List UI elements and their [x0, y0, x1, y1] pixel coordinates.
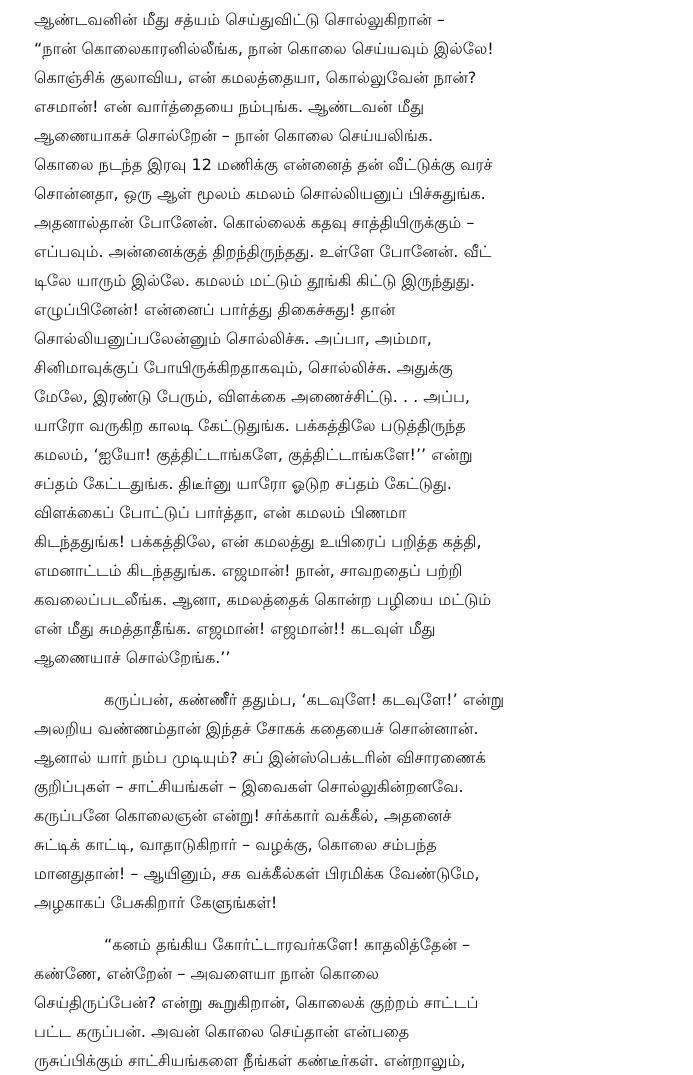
text-line: கிடந்ததுங்க! பக்கத்திலே, என் கமலத்து உயிரைப் பறித்த கத்தி, — [34, 532, 482, 551]
text-line: என் மீது சுமத்தாதீங்க. எஜமான்! எஜமான்!! கடவுள் மீது — [34, 619, 436, 638]
text-line: சொன்னதா, ஒரு ஆள் மூலம் கமலம் சொல்லியனுப் பிச்சுதுங்க. — [34, 184, 486, 203]
text-line: கொலை நடந்த இரவு 12 மணிக்கு என்னைத் தன் வீட்டுக்கு வரச் — [34, 155, 493, 174]
text-line: அதனால்தான் போனேன். கொல்லைக் கதவு சாத்தியிருக்கும் – — [34, 213, 475, 232]
text-line: எப்பவும். அன்னைக்குத் திறந்திருந்தது. உள்ளே போனேன். வீட் — [34, 242, 492, 261]
text-line: கண்ணே, என்றேன் – அவளையா நான் கொலை — [34, 964, 379, 983]
text-line: சொல்லியனுப்பலேன்னும் சொல்லிச்சு. அப்பா, அம்மா, — [34, 329, 432, 348]
text-line: கமலம், ‘ஐயோ! குத்திட்டாங்களே, குத்திட்டாங்களே!’’ என்று — [34, 445, 473, 464]
text-line: சினிமாவுக்குப் போயிருக்கிறதாகவும், சொல்லிச்சு. அதுக்கு — [34, 358, 453, 377]
text-line: “நான் கொலைகாரனில்லீங்க, நான் கொலை செய்யவும் இல்லே! — [34, 39, 494, 58]
text-line: ஆண்டவனின் மீது சத்யம் செய்துவிட்டு சொல்லுகிறான் – — [34, 10, 445, 29]
text-line: ருசுப்பிக்கும் சாட்சியங்களை நீங்கள் கண்டீர்கள். என்றாலும், — [34, 1051, 466, 1070]
text-line: “கனம் தங்கிய கோர்ட்டாரவர்களே! காதலித்தேன் – — [104, 935, 471, 954]
text-line: விளக்கைப் போட்டுப் பார்த்தா, என் கமலம் பிணமா — [34, 503, 407, 522]
text-line: பட்ட கருப்பன். அவன் கொலை செய்தான் என்பதை — [34, 1022, 410, 1041]
text-line: ஆனால் யார் நம்ப முடியும்? சப் இன்ஸ்பெக்டரின் விசாரணைக் — [34, 748, 486, 767]
text-line: செய்திருப்பேன்? என்று கூறுகிறான், கொலைக் குற்றம் சாட்டப் — [34, 993, 479, 1012]
text-line: சுட்டிக் காட்டி, வாதாடுகிறார் – வழக்கு, கொலை சம்பந்த — [34, 835, 437, 854]
text-line: கவலைப்படலீங்க. ஆனா, கமலத்தைக் கொன்ற பழியை மட்டும் — [34, 590, 492, 609]
text-line: அழகாகப் பேசுகிறார் கேளுங்கள்! — [34, 893, 278, 912]
text-line: ஆணையாகச் சொல்றேன் – நான் கொலை செய்யலிங்க. — [34, 126, 434, 145]
text-line: டிலே யாரும் இல்லே. கமலம் மட்டும் தூங்கி கிட்டு இருந்துது. — [34, 271, 475, 290]
text-line: கருப்பனே கொலைஞன் என்று! சர்க்கார் வக்கீல், அதனைச் — [34, 806, 452, 825]
text-line: ஆணையாச் சொல்றேங்க.’’ — [34, 648, 231, 667]
text-line: யாரோ வருகிற காலடி கேட்டுதுங்க. பக்கத்திலே படுத்திருந்த — [34, 416, 466, 435]
text-line: கொஞ்சிக் குலாவிய, என் கமலத்தையா, கொல்லுவேன் நான்? — [34, 68, 477, 87]
text-line: எசமான்! என் வார்த்தையை நம்புங்க. ஆண்டவன் மீது — [34, 97, 425, 116]
text-line: மேலே, இரண்டு பேரும், விளக்கை அணைச்சிட்டு. . . அப்ப, — [34, 387, 470, 406]
text-line: எழுப்பினேன்! என்னைப் பார்த்து திகைச்சுது! தான் — [34, 300, 396, 319]
text-line: மானதுதான்! – ஆயினும், சக வக்கீல்கள் பிரமிக்க வேண்டுமே, — [34, 864, 480, 883]
text-line: சப்தம் கேட்டதுங்க. திடீர்னு யாரோ ஓடுற சப்தம் கேட்டுது. — [34, 474, 452, 493]
text-line: அலறிய வண்ணம்தான் இந்தச் சோகக் கதையைச் சொன்னான். — [34, 719, 479, 738]
text-line: கருப்பன், கண்ணீர் ததும்ப, ‘கடவுளே! கடவுளே!’ என்று — [104, 690, 505, 709]
text-line: குறிப்புகள் – சாட்சியங்கள் – இவைகள் சொல்லுகின்றனவே. — [34, 777, 464, 796]
text-line: எமனாட்டம் கிடந்ததுங்க. எஜமான்! நான், சாவறதைப் பற்றி — [34, 561, 463, 580]
